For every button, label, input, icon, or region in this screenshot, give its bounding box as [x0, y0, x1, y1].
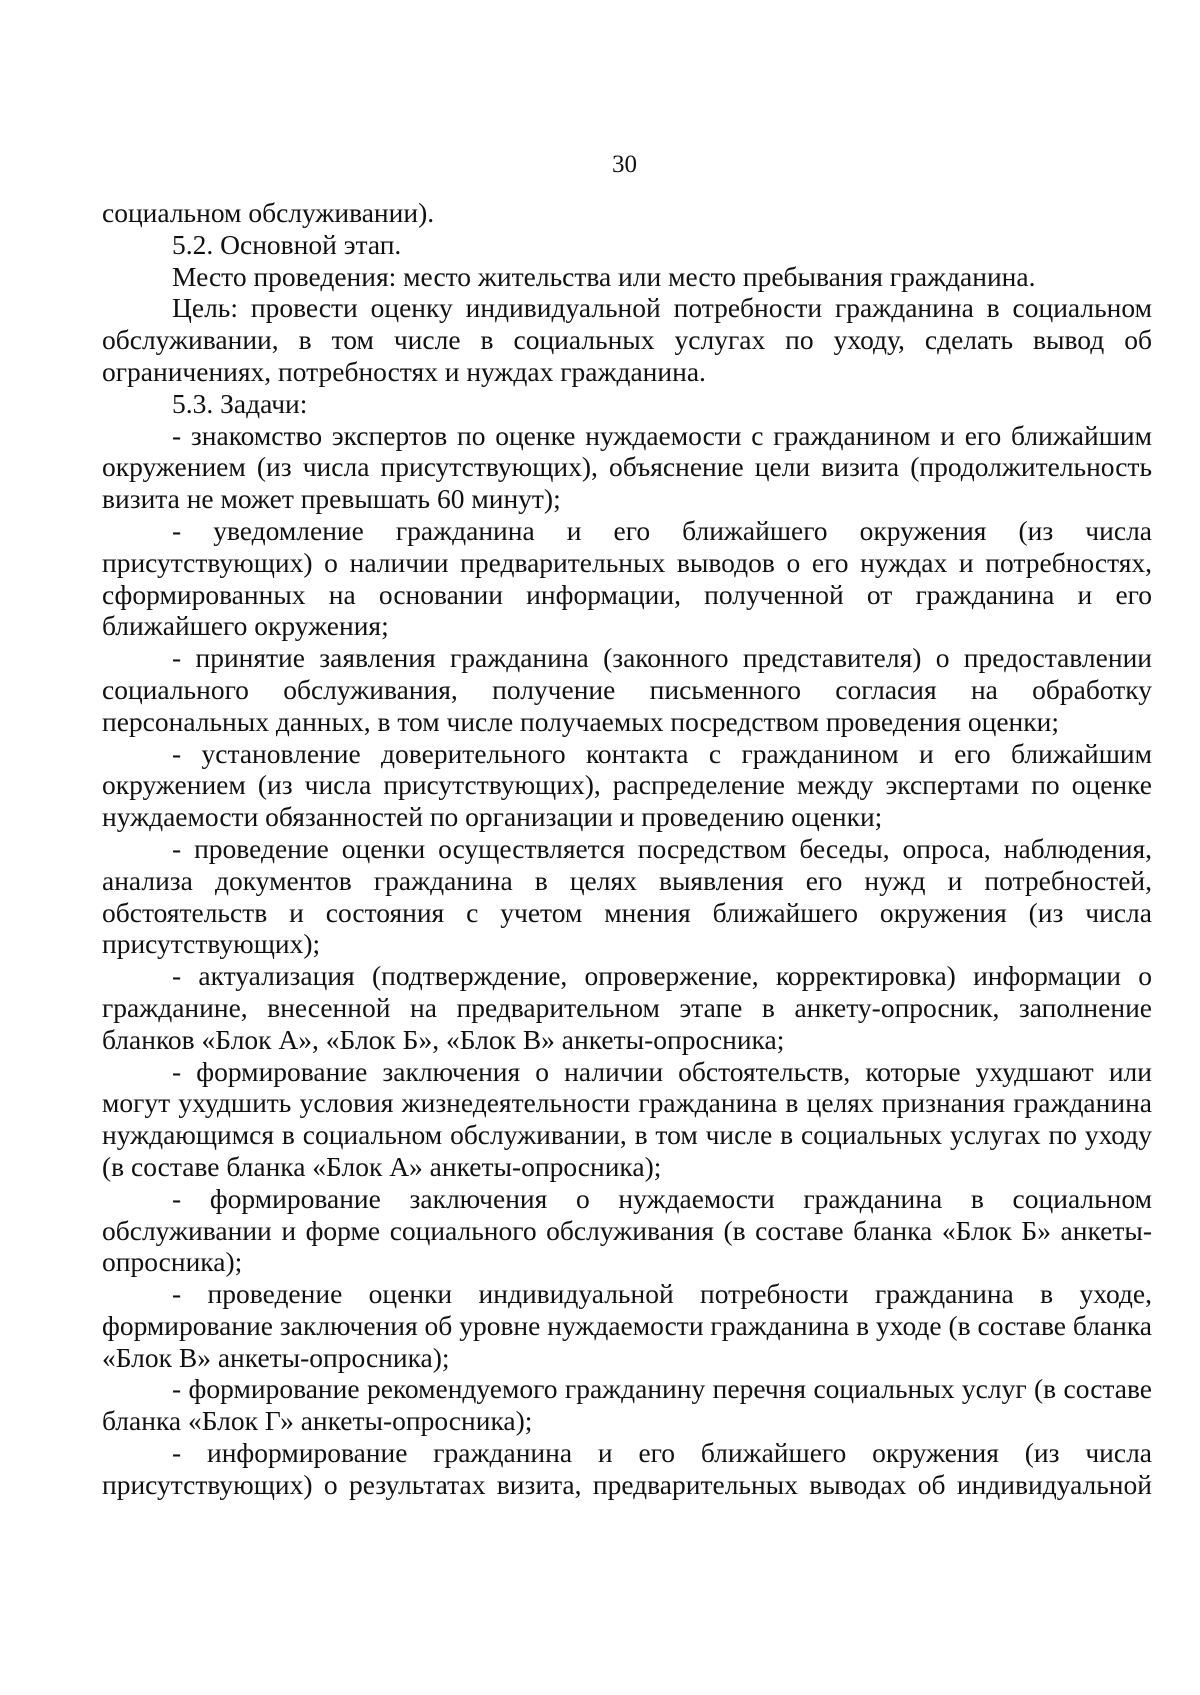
section-heading-5-3: 5.3. Задачи:: [172, 387, 308, 419]
task-item: - проведение оценки индивидуальной потребности гражданина в уходе, формирование заключения об уровне нуждаемости гражданина в уходе (в составе бланка «Блок В» анкеты-опросника);: [102, 1278, 1152, 1373]
paragraph-location: Место проведения: место жительства или место пребывания гражданина.: [172, 260, 1036, 292]
task-item: - информирование гражданина и его ближайшего окружения (из числа присутствующих) о результатах визита, предварительных выводах об индивидуальной: [102, 1437, 1152, 1500]
task-item: - установление доверительного контакта с гражданином и его ближайшим окружением (из числа присутствующих), распределение между экспертами по оценке нуждаемости обязанностей по организации и проведению оценки;: [102, 737, 1152, 833]
task-item: - актуализация (подтверждение, опровержение, корректировка) информации о гражданине, внесенной на предварительном этапе в анкету-опросник, заполнение бланков «Блок А», «Блок Б», «Блок В» анкеты-опросника;: [102, 960, 1152, 1055]
document-body: [102, 197, 1152, 1501]
paragraph-continuation: социальном обслуживании).: [102, 197, 435, 228]
task-item: - знакомство экспертов по оценке нуждаемости с гражданином и его ближайшим окружением (из числа присутствующих), объяснение цели визита (продолжительность визита не может превышать 60 минут);: [102, 419, 1152, 515]
task-item: - уведомление гражданина и его ближайшего окружения (из числа присутствующих) о наличии предварительных выводов о его нуждах и потребностях, сформированных на основании информации, полученной от гражданина и его ближайшего окружения;: [102, 514, 1152, 642]
task-item: - формирование заключения о наличии обстоятельств, которые ухудшают или могут ухудшить условия жизнедеятельности гражданина в целях признания гражданина нуждающимся в социальном обслуживании, в том числе в социальных услугах по уходу (в составе бланка «Блок А» анкеты-опросника);: [102, 1055, 1152, 1182]
task-item: - проведение оценки осуществляется посредством беседы, опроса, наблюдения, анализа документов гражданина в целях выявления его нужд и потребностей, обстоятельств и состояния с учетом мнения ближайшего окружения (из числа присутствующих);: [102, 832, 1152, 960]
page-number: 30: [612, 151, 637, 178]
task-item: - формирование заключения о нуждаемости гражданина в социальном обслуживании и форме социального обслуживания (в составе бланка «Блок Б» анкеты-опросника);: [102, 1182, 1152, 1278]
task-item: - формирование рекомендуемого гражданину перечня социальных услуг (в составе бланка «Блок Г» анкеты-опросника);: [102, 1373, 1152, 1437]
section-heading-5-2: 5.2. Основной этап.: [172, 228, 402, 260]
task-item: - принятие заявления гражданина (законного представителя) о предоставлении социального обслуживания, получение письменного согласия на обработку персональных данных, в том числе получаемых посредством проведения оценки;: [102, 642, 1152, 737]
paragraph-goal: Цель: провести оценку индивидуальной потребности гражданина в социальном обслуживании, в том числе в социальных услугах по уходу, сделать вывод об ограничениях, потребностях и нуждах гражданина.: [102, 292, 1152, 387]
